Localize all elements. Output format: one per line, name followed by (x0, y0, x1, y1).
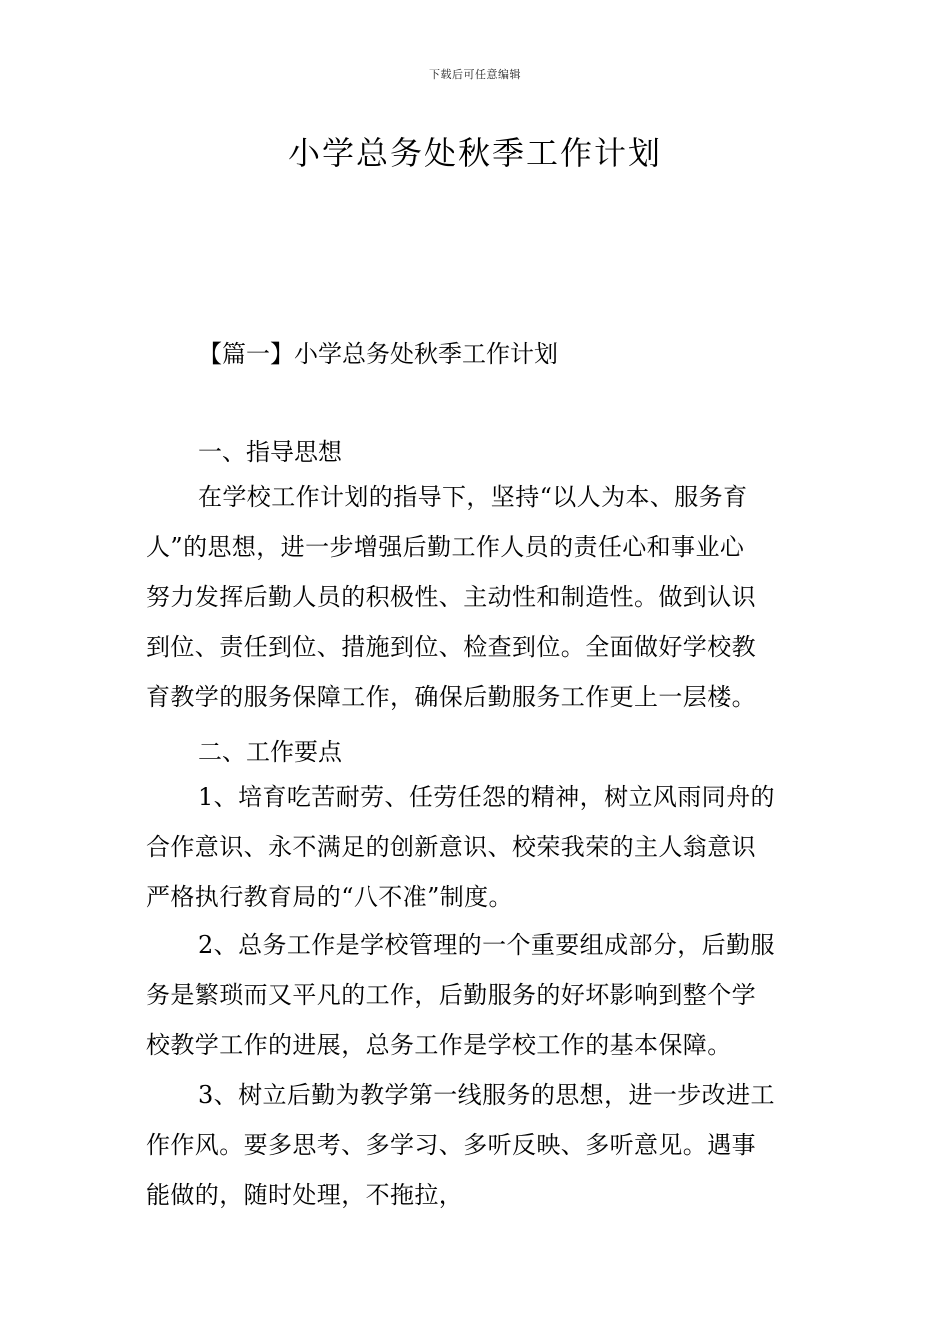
text-line: 在学校工作计划的指导下，坚持“以人为本、服务育 (198, 483, 748, 511)
text-line: 严格执行教育局的“八不准”制度。 (146, 883, 513, 911)
text-line: 2、总务工作是学校管理的一个重要组成部分，后勤服 (198, 931, 775, 959)
text-line: 3、树立后勤为教学第一线服务的思想，进一步改进工 (198, 1081, 775, 1109)
text-line: 努力发挥后勤人员的积极性、主动性和制造性。做到认识 (146, 583, 756, 611)
text-line: 作作风。要多思考、多学习、多听反映、多听意见。遇事 (146, 1131, 756, 1159)
header-note: 下载后可任意编辑 (429, 68, 521, 81)
document-title: 小学总务处秋季工作计划 (287, 134, 662, 172)
paragraph-point-1 (146, 772, 808, 922)
text-line: 1、培育吃苦耐劳、任劳任怨的精神，树立风雨同舟的 (198, 783, 775, 811)
text-line: 能做的，随时处理，不拖拉， (146, 1181, 464, 1209)
text-line: 务是繁琐而又平凡的工作，后勤服务的好坏影响到整个学 (146, 981, 756, 1009)
part-heading: 【篇一】小学总务处秋季工作计划 (198, 340, 558, 368)
paragraph-point-2 (146, 920, 808, 1070)
text-line: 校教学工作的进展，总务工作是学校工作的基本保障。 (146, 1031, 732, 1059)
paragraph-guiding-ideology (146, 472, 808, 722)
text-line: 人”的思想，进一步增强后勤工作人员的责任心和事业心 (146, 533, 745, 561)
text-line: 育教学的服务保障工作，确保后勤服务工作更上一层楼。 (146, 683, 756, 711)
section-heading-guiding-ideology: 一、指导思想 (198, 438, 342, 466)
text-line: 到位、责任到位、措施到位、检查到位。全面做好学校教 (146, 633, 756, 661)
paragraph-point-3 (146, 1070, 808, 1220)
section-heading-work-points: 二、工作要点 (198, 738, 342, 766)
text-line: 合作意识、永不满足的创新意识、校荣我荣的主人翁意识 (146, 833, 756, 861)
